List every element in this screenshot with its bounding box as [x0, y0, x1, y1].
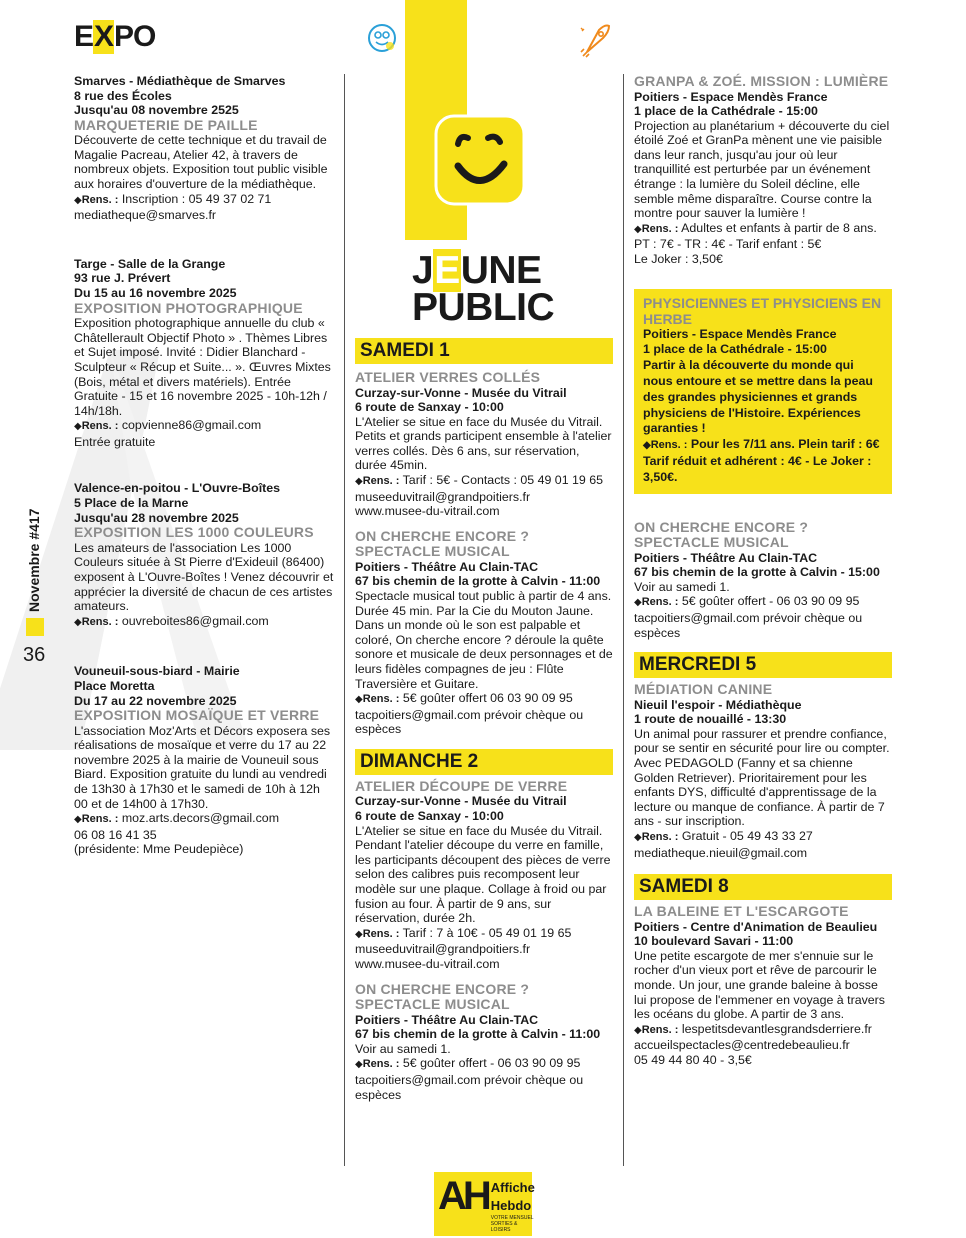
rens-value: moz.arts.decors@gmail.com: [121, 811, 280, 826]
event-description: L'Atelier se situe en face du Musée du Vitrail. Petits et grands participent ensemble à l'atelier verres collés. Dès 6 ans, sur réservation, durée 45min.: [355, 414, 612, 473]
event-rens: [634, 594, 892, 611]
event-location: Poitiers - Théâtre Au Clain-TAC: [634, 550, 818, 565]
event-date: Du 17 au 22 novembre 2025: [74, 693, 237, 708]
event-location: Poitiers - Espace Mendès France: [634, 89, 828, 104]
event-card: [355, 779, 613, 972]
event-rens: [355, 1056, 613, 1073]
column-jeune-public-2: [634, 74, 892, 1068]
rens-label: Rens. :: [641, 1023, 679, 1036]
rens-value: Adultes et enfants à partir de 8 ans.: [681, 220, 877, 235]
event-card: [634, 74, 892, 267]
rens-value: Tarif : 5€ - Contacts : 05 49 01 19 65: [402, 473, 604, 488]
event-title: ON CHERCHE ENCORE ? SPECTACLE MUSICAL: [355, 980, 530, 1013]
event-card: [355, 370, 613, 519]
event-contact: tacpoitiers@gmail.com prévoir chèque ou espèces: [634, 610, 863, 640]
event-description: L'Atelier se situe en face du Musée du Vitrail. Pendant l'atelier découpe du verre en famille, les participants découpent des pièces de verre selon des calibres puis recomposent leur modèle sur une plaque. Collage à froid ou par fusion au four. À partir de 9 ans, sur réservation, durée 2h.: [355, 823, 611, 926]
event-contact: tacpoitiers@gmail.com prévoir chèque ou espèces: [355, 707, 584, 737]
event-location: Curzay-sur-Vonne - Musée du Vitrail: [355, 794, 567, 809]
event-address: 1 place de la Cathédrale - 15:00: [634, 104, 818, 119]
event-location: Poitiers - Espace Mendès France: [643, 326, 837, 341]
issue-label: Novembre #417: [26, 508, 42, 612]
brand-name-line2: Hebdo: [490, 1198, 532, 1213]
event-description: Partir à la découverte du monde qui nous entoure et se mettre dans la peau des grandes physiciennes et grands physiciens de l'Histoire. Expériences garanties !: [643, 358, 873, 436]
diamond-icon: ◆: [355, 928, 363, 940]
event-title: ATELIER DÉCOUPE DE VERRE: [355, 777, 568, 794]
event-card: [74, 74, 336, 223]
event-location: Nieuil l'espoir - Médiathèque: [634, 697, 802, 712]
event-address: 6 route de Sanxay - 10:00: [355, 400, 504, 415]
diamond-icon: ◆: [634, 223, 642, 235]
jeune-public-line1: JEUNE: [412, 249, 542, 292]
section-logo-e: E: [74, 20, 94, 53]
event-contact: mediatheque@smarves.fr: [74, 208, 217, 223]
rens-label: Rens. :: [81, 813, 119, 826]
rocket-icon: [579, 22, 613, 58]
diamond-icon: ◆: [74, 616, 82, 628]
event-title: ON CHERCHE ENCORE ? SPECTACLE MUSICAL: [634, 518, 809, 551]
section-logo-x: X: [94, 20, 114, 53]
event-address: Place Moretta: [74, 678, 155, 693]
event-description: Une petite escargote de mer s'ennuie sur le rocher d'un vieux port et rêve de parcourir le monde. Un jour, une grande baleine à bosse lui propose de l'emmener en voyage à travers les océans du globe. A partir de 3 ans.: [634, 948, 886, 1022]
event-rens: [74, 192, 336, 209]
diamond-icon: ◆: [634, 832, 642, 843]
event-title: GRANPA & ZOÉ. MISSION : LUMIÈRE: [634, 73, 889, 89]
column-expo: [74, 74, 336, 857]
column-divider: [623, 74, 624, 1166]
rens-value: Pour les 7/11 ans. Plein tarif : 6€: [690, 437, 880, 452]
diamond-icon: ◆: [355, 1059, 363, 1071]
diamond-icon: ◆: [643, 440, 651, 452]
event-address: 93 rue J. Prévert: [74, 271, 171, 286]
event-address: 5 Place de la Marne: [74, 496, 189, 511]
diamond-icon: ◆: [74, 194, 82, 206]
rens-value: Inscription : 05 49 37 02 71: [121, 191, 272, 206]
rens-value: lespetitsdevantlesgrandsderriere.fr: [681, 1021, 872, 1036]
event-title: MÉDIATION CANINE: [634, 681, 773, 698]
event-contact: museeduvitrail@grandpoitiers.fr www.musee-du-vitrail.com: [355, 942, 531, 971]
jeune-public-title: [412, 249, 555, 329]
event-description: Les amateurs de l'association Les 1000 Couleurs située à St Pierre d'Exideuil (86400) exposent à L'Ouvre-Boîtes ! Venez découvrir et apprécier la diversité de chacun de ces artistes amateurs.: [74, 540, 334, 614]
event-card: [634, 904, 892, 1067]
event-address: 8 rue des Écoles: [74, 88, 172, 103]
event-description: L'association Moz'Arts et Décors exposera ses réalisations de mosaïque et verre du 17 au 22 novembre 2025 à la mairie de Vouneuil sous Biard. Exposition gratuite du lundi au vendredi de 13h30 à 17h30 et le samedi de 10h à 12h 00 et de 14h00 à 17h30.: [74, 723, 331, 811]
rens-value: Tarif : 7 à 10€ - 05 49 01 19 65: [402, 925, 572, 940]
rens-label: Rens. :: [650, 439, 688, 452]
section-logo: [74, 20, 155, 54]
diamond-icon: ◆: [74, 814, 82, 826]
event-card: [634, 520, 892, 641]
event-title: ATELIER VERRES COLLÉS: [355, 369, 541, 385]
day-heading: SAMEDI 1: [355, 338, 613, 364]
event-address: 1 place de la Cathédrale - 15:00: [643, 342, 827, 357]
rens-label: Rens. :: [362, 693, 400, 706]
rens-label: Rens. :: [81, 615, 119, 628]
event-card: [355, 529, 613, 737]
event-title: ON CHERCHE ENCORE ? SPECTACLE MUSICAL: [355, 527, 530, 560]
event-description: Voir au samedi 1.: [355, 1041, 451, 1056]
event-card: [634, 682, 892, 860]
issue-marker: [26, 618, 44, 636]
event-contact: Tarif réduit et adhérent : 4€ - Le Joker : 3,50€.: [643, 454, 872, 484]
column-divider: [344, 74, 345, 1166]
event-date: Jusqu'au 08 novembre 2525: [74, 103, 239, 118]
jeune-public-line2: PUBLIC: [412, 286, 555, 329]
diamond-icon: ◆: [634, 1024, 642, 1036]
rens-label: Rens. :: [81, 193, 119, 206]
event-rens: [634, 829, 892, 846]
face-bubble-icon: [366, 22, 398, 54]
rens-value: copvienne86@gmail.com: [121, 418, 262, 433]
rens-label: Rens. :: [641, 596, 679, 609]
event-location: Targe - Salle de la Grange: [74, 256, 226, 271]
event-rens: [634, 1022, 892, 1039]
event-title: EXPOSITION MOSAÏQUE ET VERRE: [74, 707, 320, 724]
rens-label: Rens. :: [641, 222, 679, 235]
rens-value: 5€ goûter offert - 06 03 90 09 95: [402, 1056, 581, 1071]
event-address: 67 bis chemin de la grotte à Calvin - 15:00: [634, 565, 880, 580]
day-heading: DIMANCHE 2: [355, 749, 613, 775]
event-description: Spectacle musical tout public à partir de 4 ans. Durée 45 min. Par la Cie du Mouton Jaune. Dans un monde où le son est palpable et coloré, On cherche encore ? déroule la quête sonore et musicale de deux personnages et de leurs fidèles compagnes de jeu : Flûte Traversière et Guitare.: [355, 589, 613, 691]
day-heading: MERCREDI 5: [634, 652, 892, 678]
event-rens: [74, 811, 336, 828]
highlight-box: [634, 289, 892, 494]
event-contact: tacpoitiers@gmail.com prévoir chèque ou espèces: [355, 1072, 584, 1102]
event-address: 67 bis chemin de la grotte à Calvin - 11:00: [355, 574, 601, 589]
event-title: PHYSICIENNES ET PHYSICIENS EN HERBE: [643, 294, 882, 327]
rens-value: ouvreboites86@gmail.com: [121, 613, 269, 628]
section-logo-po: PO: [114, 20, 156, 53]
event-rens: [643, 437, 884, 454]
event-description: Un animal pour rassurer et prendre confiance, pour se sentir en sécurité pour lire ou compter. Avec PEDAGOLD (Fanny et sa chienne Golden Retriever). Prioritairement pour les enfants DYS, difficulté d'apprentissage de la lecture ou manque de confiance. À partir de 7 ans - sur inscription.: [634, 726, 890, 829]
brand-logo: [434, 1172, 535, 1236]
rens-label: Rens. :: [81, 420, 119, 433]
event-rens: [634, 221, 892, 238]
event-card: [74, 664, 336, 857]
event-card: [355, 982, 613, 1103]
event-address: 10 boulevard Savari - 11:00: [634, 934, 794, 949]
event-description: Voir au samedi 1.: [634, 579, 730, 594]
rens-label: Rens. :: [641, 831, 679, 843]
event-location: Poitiers - Théâtre Au Clain-TAC: [355, 559, 539, 574]
event-rens: [355, 473, 613, 490]
event-date: Jusqu'au 28 novembre 2025: [74, 510, 239, 525]
event-card: [74, 257, 336, 450]
event-location: Valence-en-poitou - L'Ouvre-Boîtes: [74, 481, 281, 496]
event-description: Projection au planétarium + découverte du ciel étoilé Zoé et GranPa mènent une vie paisible dans leur ranch, jusqu'au jour où leur tranquillité est perturbée par un événement étrange : la lumière du Soleil décline, elle semble même disparaître. Course contre la montre pour sauver la lumière !: [634, 118, 890, 221]
rens-label: Rens. :: [362, 475, 400, 488]
smiley-face-icon: [430, 110, 530, 210]
event-address: 67 bis chemin de la grotte à Calvin - 11:00: [355, 1027, 601, 1042]
page-number: 36: [23, 644, 46, 666]
brand-monogram: AH: [438, 1174, 488, 1218]
event-contact: PT : 7€ - TR : 4€ - Tarif enfant : 5€ Le Joker : 3,50€: [634, 237, 822, 267]
day-heading: SAMEDI 8: [634, 874, 892, 900]
event-title: EXPOSITION PHOTOGRAPHIQUE: [74, 299, 303, 316]
diamond-icon: ◆: [355, 694, 363, 706]
event-contact: museeduvitrail@grandpoitiers.fr www.musee-du-vitrail.com: [355, 489, 531, 519]
column-jeune-public-1: [355, 338, 613, 1102]
event-date: Du 15 au 16 novembre 2025: [74, 286, 237, 301]
rens-label: Rens. :: [362, 1058, 400, 1071]
event-location: Curzay-sur-Vonne - Musée du Vitrail: [355, 385, 567, 400]
event-rens: [74, 418, 336, 435]
rens-label: Rens. :: [362, 927, 400, 940]
event-contact: mediatheque.nieuil@gmail.com: [634, 845, 808, 860]
diamond-icon: ◆: [634, 597, 642, 609]
event-contact: 06 08 16 41 35 (présidente: Mme Peudepièce): [74, 827, 244, 857]
event-description: Exposition photographique annuelle du club « Châtellerault Objectif Photo » . Thèmes Libres et Sujet imposé. Invité : Didier Blanchard - Sculpteur « Récup et Suite... ». Œuvres Mixtes (Bois, métal et divers matériels). Entrée Gratuite - 15 et 16 novembre 2025 - 10h-12h / 14h/18h.: [74, 316, 331, 418]
event-description: Découverte de cette technique et du travail de Magalie Pacreau, Atelier 42, à travers de nombreux objets. Exposition tout public visible aux horaires d'ouverture de la médiathèque.: [74, 133, 328, 192]
brand-tagline: VOTRE MENSUEL SORTIES & LOISIRS: [490, 1215, 534, 1233]
brand-name-line1: Affiche: [490, 1180, 535, 1195]
event-rens: [74, 614, 336, 631]
event-location: Vouneuil-sous-biard - Mairie: [74, 664, 240, 679]
event-rens: [355, 691, 613, 708]
event-location: Poitiers - Théâtre Au Clain-TAC: [355, 1012, 539, 1027]
rens-value: Gratuit - 05 49 43 33 27: [681, 829, 813, 843]
rens-value: 5€ goûter offert 06 03 90 09 95: [402, 691, 573, 706]
event-title: EXPOSITION LES 1000 COULEURS: [74, 524, 314, 541]
event-contact: accueilspectacles@centredebeaulieu.fr 05 49 44 80 40 - 3,5€: [634, 1038, 850, 1068]
diamond-icon: ◆: [74, 421, 82, 433]
diamond-icon: ◆: [355, 476, 363, 488]
rens-value: 5€ goûter offert - 06 03 90 09 95: [681, 594, 860, 609]
event-title: MARQUETERIE DE PAILLE: [74, 116, 258, 133]
event-address: 1 route de nouaillé - 13:30: [634, 712, 787, 727]
event-title: LA BALEINE ET L'ESCARGOTE: [634, 903, 849, 920]
event-card: [74, 481, 336, 630]
event-location: Poitiers - Centre d'Animation de Beaulieu: [634, 919, 878, 934]
event-location: Smarves - Médiathèque de Smarves: [74, 74, 286, 88]
event-rens: [355, 926, 613, 943]
event-contact: Entrée gratuite: [74, 434, 156, 449]
event-address: 6 route de Sanxay - 10:00: [355, 809, 504, 824]
